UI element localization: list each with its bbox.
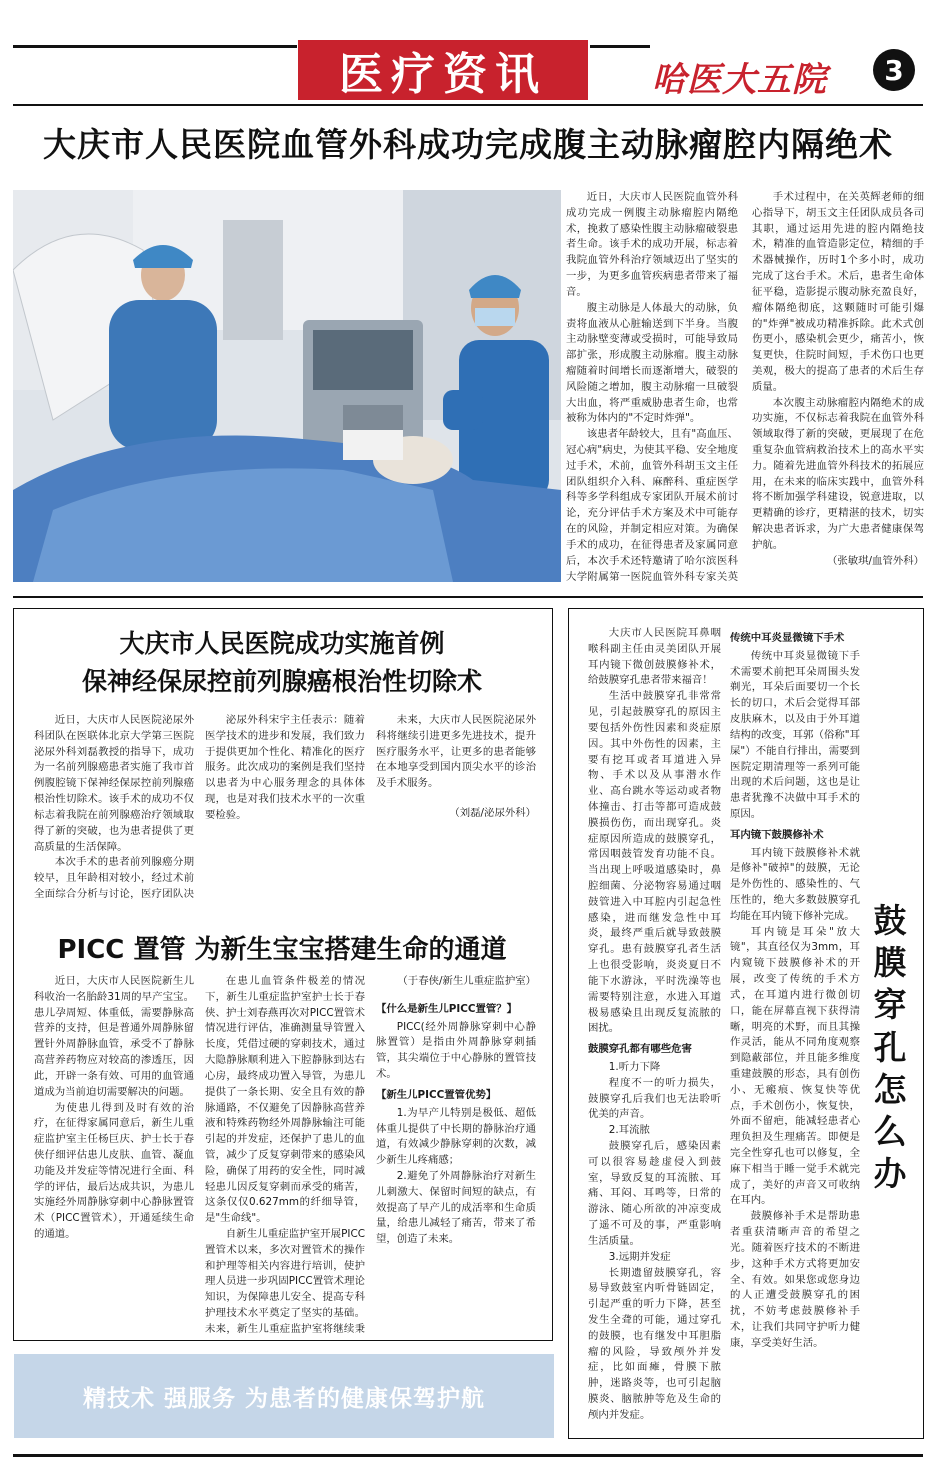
article4-intro: 大庆市人民医院耳鼻咽喉科副主任由灵美团队开展耳内镜下微创鼓膜修补术，给鼓膜穿孔患者带来福音！ <box>588 627 721 687</box>
section-banner <box>298 40 588 100</box>
article4-col2 <box>730 626 860 1434</box>
article3-col3 <box>376 974 536 1334</box>
article4-harm-item: 鼓膜穿孔后，感染因素可以很容易趁虚侵入到鼓室，导致反复的耳流脓、耳痛、耳闷、耳鸣等，日常的游泳、随心所欲的冲凉变成了遥不可及的事，严重影响生活质量。 <box>588 1140 721 1247</box>
surgery-photo-illustration <box>13 190 561 582</box>
article4-harm-item: 长期遗留鼓膜穿孔，容易导致鼓室内听骨链固定，引起严重的听力下降，甚至发生全聋的可能，通过穿孔的鼓膜，也有继发中耳胆脂瘤的风险，导致颅外并发症，比如面瘫，骨膜下脓肿，迷路炎等，也可引起脑膜炎、脑脓肿等危及生命的颅内并发症。 <box>588 1266 721 1421</box>
article4-vertical-title-text: 鼓膜穿孔怎么办 <box>873 901 907 1194</box>
surgery-photo <box>13 190 561 582</box>
article4-harm-item: 2.耳流脓 <box>608 1124 650 1137</box>
article1-para: 手术过程中，在关英辉老师的细心指导下，胡玉文主任团队成员各司其职，通过运用先进的腔内隔绝技术，精准的血管造影定位，精细的手术器械操作，历时1个多小时，成功完成了这台手术。术后，患者生命体征平稳，造影提示腹动脉充盈良好，瘤体隔绝彻底，这颗随时可能引爆的"炸弹"被成功精准拆除。此术式创伤更小，感染机会更少，痛苦小，恢复更快，住院时间短，手术伤口也更美观，极大的提高了患者的术后生存质量。 <box>752 191 924 393</box>
article4-para: 传统中耳炎显微镜下手术需要术前把耳朵周围头发剃光，耳朵后面要切一个长长的切口，术后会觉得耳部皮肤麻木，以及由于外耳道结构的改变，耳郭（俗称"耳屎"）不能自行排出，需要到医院定期清理等一系列可能出现的术后问题，这也是让患者犹豫不决做中耳手术的原因。 <box>730 649 860 820</box>
article3-para: 近日，大庆市人民医院新生儿科收治一名胎龄31周的早产宝宝。患儿孕周短、体重低，需要静脉高营养的支持，但是普通外周静脉留置针外周静脉血管，承受不了静脉高营养药物应对较高的渗透压，因此，开辟一条有效、可用的血管通道成为当前迫切需要解决的问题。 <box>34 975 194 1098</box>
article4-sub-endoscope: 耳内镜下鼓膜修补术 <box>730 828 824 841</box>
article3-box2-item: 1.为早产儿特别是极低、超低体重儿提供了中长期的静脉治疗通道，有效减少静脉穿刺的次数，减少新生儿疼痛感； <box>376 1106 536 1167</box>
article4-harm-item: 1.听力下降 <box>608 1060 661 1073</box>
article4-sub-traditional: 传统中耳炎显微镜下手术 <box>730 632 845 644</box>
article4-para: 耳内镜下鼓膜修补术就是修补"破掉"的鼓膜，无论是外伤性的、感染性的、气压性的，绝大多数鼓膜穿孔均能在耳内镜下修补完成。 <box>730 846 860 922</box>
top-rule <box>13 45 297 48</box>
article4-harm-item: 3.远期并发症 <box>608 1250 671 1263</box>
footer-slogan: 精技术 强服务 为患者的健康保驾护航 <box>82 1385 485 1412</box>
article2-col1 <box>34 713 194 903</box>
mid-rule <box>13 596 923 598</box>
page-number: 3 <box>873 49 915 91</box>
article4-harm-item: 程度不一的听力损失，鼓膜穿孔后我们也无法聆听优美的声音。 <box>588 1076 721 1121</box>
article1-col1 <box>566 190 738 586</box>
article2-signature: （刘磊/泌尿外科） <box>449 807 536 820</box>
article4-col1 <box>588 626 721 1434</box>
article2-title-line1: 大庆市人民医院成功实施首例 <box>119 629 445 658</box>
article1-para: 本次腹主动脉瘤腔内隔绝术的成功实施，不仅标志着我院在血管外科领域取得了新的突破，更展现了在危重复杂血管病救治技术上的高水平实力。随着先进血管外科技术的拓展应用，在未来的临床实践中，血管外科将不断加强学科建设，锐意进取，以更精确的诊疗，更精湛的技术，切实解决患者诉求，为广大患者健康保驾护航。 <box>752 396 924 551</box>
article3-para: 为使患儿得到及时有效的治疗，在征得家属同意后，新生儿重症监护室主任杨巨庆、护士长于春侠仔细评估患儿皮肤、血管、凝血功能及并发症等情况进行全面、科学的评估，最后达成共识，为患儿实施经外周静脉穿刺中心静脉置管术（PICC置管术），开通延续生命的通道。 <box>34 1101 194 1240</box>
article4-para: 耳内镜是耳朵"放大镜"，其直径仅为3mm，耳内窥镜下鼓膜修补术的开展，改变了传统的手术方式，在耳道内进行微创切口，能在屏幕直视下获得清晰，明亮的术野，而且其操作灵活，能从不同角度观察到隐蔽部位，并且能多维度重建鼓膜的形态，具有创伤小、无瘢痕、恢复快等优点，手术创伤小，恢复快，外面不留疤，能减轻患者心理负担及生理痛苦。即便是完全性穿孔也可以修复，全麻下相当于睡一觉手术就完成了，美好的声音又可收纳在耳内。 <box>730 925 860 1207</box>
article4-para: 生活中鼓膜穿孔非常常见，引起鼓膜穿孔的原因主要包括外伤性因素和炎症原因。其中外伤性的因素，主要有挖耳或者耳道进入异物、手术以及从事潜水作业、高台跳水等运动或者物体撞击、打击等都可造成鼓膜损伤伤，而出现穿孔。炎症原因所造成的鼓膜穿孔，常因咽鼓管发育功能不良。当出现上呼吸道感染时，鼻腔细菌、分泌物容易通过咽鼓管进入中耳腔内引起急性感染，进而继发急性中耳炎，最终严重后就导致鼓膜穿孔。患有鼓膜穿孔者生活上也很受影响，炎炎夏日不能下水游泳，平时洗澡等也需要特别注意，水进入耳道极易感染且出现反复流脓的困扰。 <box>588 690 721 1035</box>
article3-box1-title: 【什么是新生儿PICC置管？】 <box>376 1002 518 1015</box>
article3-para: 自新生儿重症监护室开展PICC置管术以来，多次对置管术的操作和护理等相关内容进行培训，使护理人员进一步巩固PICC置管术理论知识，为保障患儿安全、提高专科护理技术水平奠定了坚实的基础。未来，新生儿重症监护室将继续秉 <box>205 1228 365 1334</box>
bottom-rule <box>13 1454 923 1457</box>
article2-para: 泌尿外科宋宇主任表示：随着医学技术的进步和发展，我们致力于提供更加个性化、精准化的医疗服务。此次成功的案例是我们坚持以患者为中心服务理念的具体体现，也是对我们技术水平的一次重要检验。 <box>205 714 365 821</box>
header-bottom-rule <box>13 104 923 106</box>
article3-box2-item: 2.避免了外周静脉治疗对新生儿刺激大、保留时间短的缺点，有效提高了早产儿的成活率和生命质量，给患儿减轻了痛苦，带来了希望，创造了未来。 <box>376 1169 536 1246</box>
article2-title-line2: 保神经保尿控前列腺癌根治性切除术 <box>81 667 482 696</box>
article4-vertical-title <box>862 900 918 1196</box>
article1-col2 <box>752 190 924 586</box>
article4-sub-harms: 鼓膜穿孔都有哪些危害 <box>588 1043 692 1056</box>
article3-para: 在患儿血管条件极差的情况下，新生儿重症监护室护士长于春侠、护士刘春燕再次对PICC置管术情况进行评估，准确测量导管置入长度，凭借过硬的穿刺技术，通过大隐静脉顺利进入下腔静脉到达右心房，最终成功置入导管，为患儿提供了一条长期、安全且有效的静脉通路，不仅避免了因静脉高营养液和特殊药物经外周静脉输注可能引起的并发症，还保护了患儿的血管，减少了反复穿刺带来的感染风险，确保了用药的安全性，同时减轻患儿因反复穿刺而承受的痛苦，这条仅仅0.627mm的纤细导管，是"生命线"。 <box>205 975 365 1225</box>
article3-col1 <box>34 974 194 1334</box>
article1-title: 大庆市人民医院血管外科成功完成腹主动脉瘤腔内隔绝术 <box>43 125 893 164</box>
article1-para: 该患者年龄较大，且有"高血压、冠心病"病史，为使其平稳、安全地度过手术，术前，血管外科胡玉文主任团队组织介入科、麻醉科、重症医学科等多学科组成专家团队开展术前讨论，充分评估手术方案及术中可能存在的风险，并制定相应对策。为确保手术的成功，在征得患者及家属同意后，本次手术还特邀请了哈尔滨医科大学附属第一医院血管外科专家关英 <box>566 428 738 583</box>
top-rule-right <box>590 45 650 48</box>
article3-box1-text: PICC(经外周静脉穿刺中心静脉置管）是指由外周静脉穿刺插管，其尖端位于中心静脉的置管技术。 <box>376 1020 536 1081</box>
article2-para: 未来，大庆市人民医院泌尿外科将继续引进更多先进技术，提升医疗服务水平，让更多的患者能够在本地享受到国内顶尖水平的诊治及手术服务。 <box>376 714 536 790</box>
article1-para: 腹主动脉是人体最大的动脉，负责将血液从心脏输送到下半身。当腹主动脉壁变薄或受损时，可能导致局部扩张，形成腹主动脉瘤。腹主动脉瘤随着时间增长而逐渐增大，破裂的风险随之增加，腹主动脉瘤一旦破裂大出血，将严重威胁患者生命，也常被称为体内的"不定时炸弹"。 <box>566 301 738 425</box>
article3-box2-title: 【新生儿PICC置管优势】 <box>376 1088 497 1101</box>
footer-slogan-banner <box>14 1354 554 1438</box>
article2-para: 近日，大庆市人民医院泌尿外科团队在医联体北京大学第三医院泌尿外科刘磊教授的指导下，成功为一名前列腺癌患者实施了我市首例腹腔镜下保神经保尿控前列腺癌根治性切除术。该手术的成功不仅标志着我院在前列腺癌治疗领域取得了新的突破，也为患者提供了更高质量的生活保障。 <box>34 714 194 853</box>
article2-col2 <box>205 713 365 903</box>
section-title: 医疗资讯 <box>339 49 547 100</box>
article4-para: 鼓膜修补手术是帮助患者重获清晰声音的希望之光。随着医疗技术的不断进步，这种手术方式将更加安全、有效。如果您或您身边的人正遭受鼓膜穿孔的困扰，不妨考虑鼓膜修补手术，让我们共同守护听力健康，享受美好生活。 <box>730 1210 860 1349</box>
article1-signature: （张敏琪/血管外科） <box>826 554 924 567</box>
article3-col2 <box>205 974 365 1334</box>
article3-title: PICC 置管 为新生宝宝搭建生命的通道 <box>57 935 507 965</box>
article3-signature: （于春侠/新生儿重症监护室） <box>397 975 536 987</box>
article1-para: 近日，大庆市人民医院血管外科成功完成一例腹主动脉瘤腔内隔绝术，挽救了感染性腹主动脉瘤破裂患者生命。该手术的成功开展，标志着我院血管外科治疗领域迈出了坚实的一步，为更多血管疾病患者带来了福音。 <box>566 191 738 298</box>
hospital-logo: 哈医大五院 <box>652 60 827 100</box>
article2-col3 <box>376 713 536 903</box>
article2-para: 本次手术的患者前列腺癌分期较早，且年龄相对较小，经过术前全面综合分析与讨论，医疗团队决 <box>34 856 194 900</box>
